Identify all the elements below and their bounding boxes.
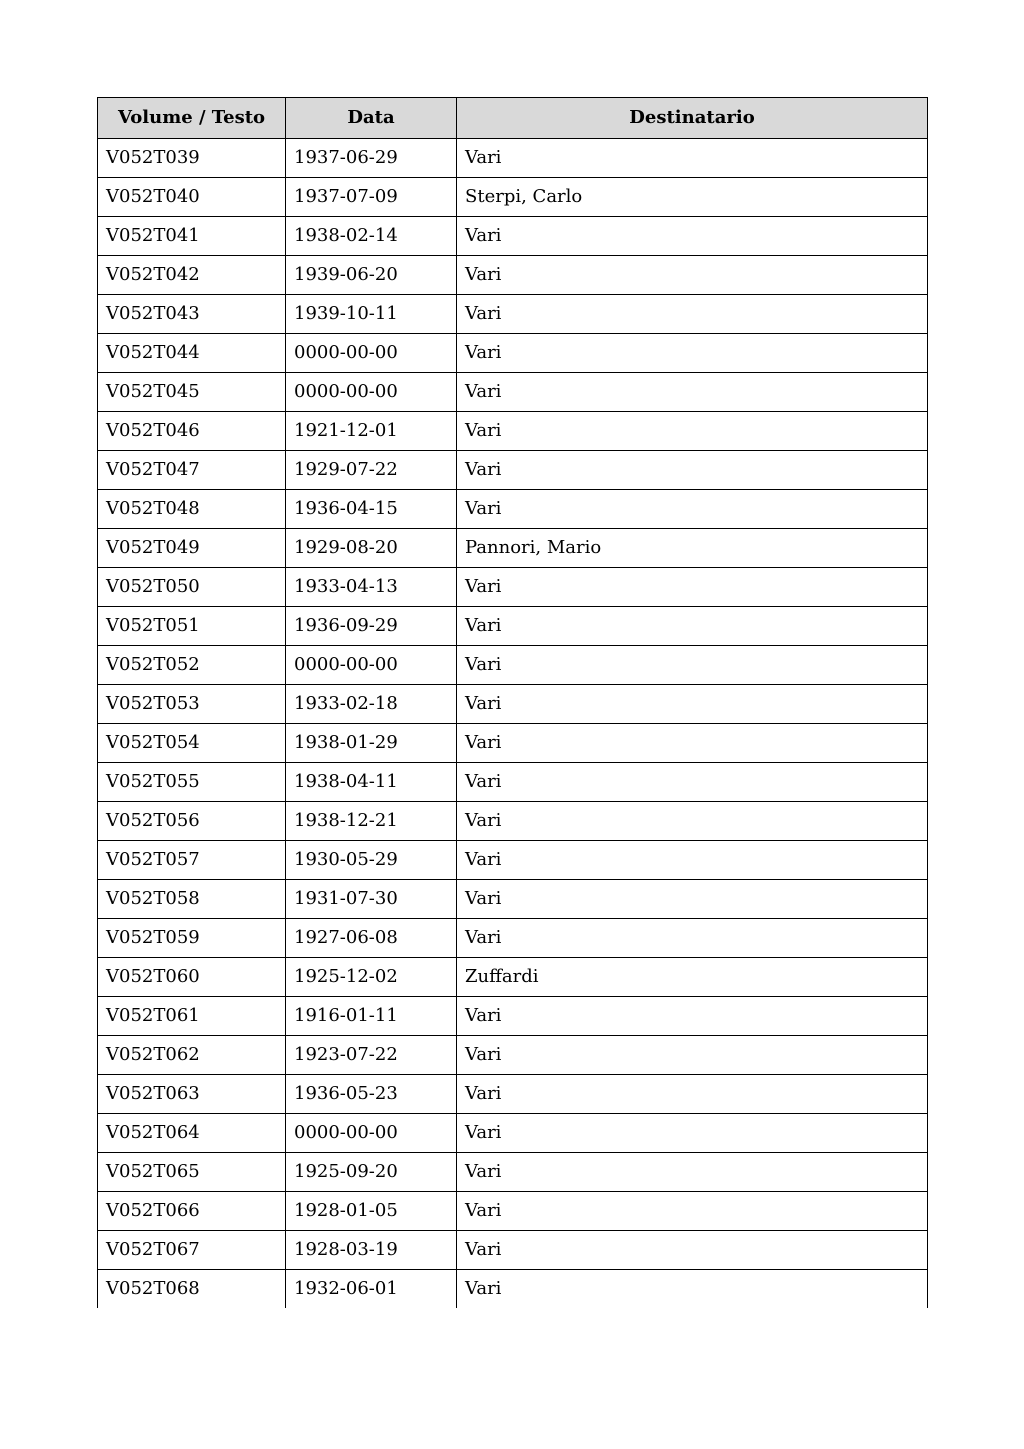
cell-destinatario: Vari bbox=[457, 295, 928, 334]
table-row bbox=[98, 919, 928, 958]
table-row bbox=[98, 373, 928, 412]
cell-destinatario: Vari bbox=[457, 490, 928, 529]
cell-data: 1929-07-22 bbox=[286, 451, 457, 490]
cell-destinatario: Zuffardi bbox=[457, 958, 928, 997]
cell-volume-testo: V052T045 bbox=[98, 373, 286, 412]
cell-volume-testo: V052T047 bbox=[98, 451, 286, 490]
cell-destinatario: Vari bbox=[457, 256, 928, 295]
cell-data: 1932-06-01 bbox=[286, 1270, 457, 1309]
cell-volume-testo: V052T064 bbox=[98, 1114, 286, 1153]
cell-destinatario: Vari bbox=[457, 1231, 928, 1270]
table-row bbox=[98, 1114, 928, 1153]
table-row bbox=[98, 1075, 928, 1114]
table-row bbox=[98, 1270, 928, 1309]
cell-destinatario: Vari bbox=[457, 217, 928, 256]
cell-volume-testo: V052T061 bbox=[98, 997, 286, 1036]
cell-data: 1930-05-29 bbox=[286, 841, 457, 880]
table-row bbox=[98, 295, 928, 334]
cell-volume-testo: V052T040 bbox=[98, 178, 286, 217]
table-row bbox=[98, 802, 928, 841]
cell-destinatario: Vari bbox=[457, 802, 928, 841]
table-row bbox=[98, 1153, 928, 1192]
cell-data: 1923-07-22 bbox=[286, 1036, 457, 1075]
table-row bbox=[98, 880, 928, 919]
table-header bbox=[98, 98, 928, 139]
cell-volume-testo: V052T067 bbox=[98, 1231, 286, 1270]
cell-data: 0000-00-00 bbox=[286, 1114, 457, 1153]
cell-data: 1929-08-20 bbox=[286, 529, 457, 568]
cell-data: 1938-01-29 bbox=[286, 724, 457, 763]
cell-volume-testo: V052T050 bbox=[98, 568, 286, 607]
cell-data: 1916-01-11 bbox=[286, 997, 457, 1036]
table-row bbox=[98, 334, 928, 373]
cell-volume-testo: V052T042 bbox=[98, 256, 286, 295]
cell-data: 1925-09-20 bbox=[286, 1153, 457, 1192]
cell-destinatario: Vari bbox=[457, 841, 928, 880]
table-row bbox=[98, 139, 928, 178]
cell-destinatario: Vari bbox=[457, 646, 928, 685]
cell-destinatario: Vari bbox=[457, 334, 928, 373]
cell-volume-testo: V052T051 bbox=[98, 607, 286, 646]
cell-destinatario: Vari bbox=[457, 763, 928, 802]
cell-volume-testo: V052T065 bbox=[98, 1153, 286, 1192]
cell-volume-testo: V052T039 bbox=[98, 139, 286, 178]
cell-data: 1937-07-09 bbox=[286, 178, 457, 217]
cell-destinatario: Vari bbox=[457, 607, 928, 646]
cell-data: 1938-12-21 bbox=[286, 802, 457, 841]
cell-volume-testo: V052T063 bbox=[98, 1075, 286, 1114]
cell-destinatario: Pannori, Mario bbox=[457, 529, 928, 568]
cell-volume-testo: V052T066 bbox=[98, 1192, 286, 1231]
table-row bbox=[98, 217, 928, 256]
cell-data: 1931-07-30 bbox=[286, 880, 457, 919]
table-row bbox=[98, 841, 928, 880]
cell-data: 1939-10-11 bbox=[286, 295, 457, 334]
cell-volume-testo: V052T060 bbox=[98, 958, 286, 997]
cell-volume-testo: V052T058 bbox=[98, 880, 286, 919]
cell-volume-testo: V052T049 bbox=[98, 529, 286, 568]
cell-destinatario: Vari bbox=[457, 919, 928, 958]
cell-volume-testo: V052T056 bbox=[98, 802, 286, 841]
cell-data: 1928-03-19 bbox=[286, 1231, 457, 1270]
cell-data: 1938-04-11 bbox=[286, 763, 457, 802]
table-body bbox=[98, 139, 928, 1309]
table-row bbox=[98, 607, 928, 646]
cell-data: 1927-06-08 bbox=[286, 919, 457, 958]
cell-data: 1937-06-29 bbox=[286, 139, 457, 178]
cell-volume-testo: V052T057 bbox=[98, 841, 286, 880]
table-row bbox=[98, 997, 928, 1036]
table-row bbox=[98, 412, 928, 451]
cell-data: 1936-09-29 bbox=[286, 607, 457, 646]
cell-destinatario: Vari bbox=[457, 1192, 928, 1231]
cell-data: 1936-05-23 bbox=[286, 1075, 457, 1114]
table-row bbox=[98, 490, 928, 529]
cell-data: 1928-01-05 bbox=[286, 1192, 457, 1231]
cell-volume-testo: V052T055 bbox=[98, 763, 286, 802]
cell-destinatario: Vari bbox=[457, 568, 928, 607]
cell-volume-testo: V052T052 bbox=[98, 646, 286, 685]
cell-destinatario: Vari bbox=[457, 373, 928, 412]
table-row bbox=[98, 1231, 928, 1270]
cell-data: 1936-04-15 bbox=[286, 490, 457, 529]
table-row bbox=[98, 529, 928, 568]
cell-destinatario: Vari bbox=[457, 880, 928, 919]
cell-data: 1925-12-02 bbox=[286, 958, 457, 997]
cell-destinatario: Vari bbox=[457, 451, 928, 490]
letters-table bbox=[97, 97, 928, 1308]
table-row bbox=[98, 1192, 928, 1231]
table-row bbox=[98, 256, 928, 295]
cell-volume-testo: V052T059 bbox=[98, 919, 286, 958]
table-row bbox=[98, 568, 928, 607]
cell-destinatario: Vari bbox=[457, 139, 928, 178]
table-row bbox=[98, 724, 928, 763]
cell-destinatario: Vari bbox=[457, 412, 928, 451]
cell-data: 1938-02-14 bbox=[286, 217, 457, 256]
cell-volume-testo: V052T041 bbox=[98, 217, 286, 256]
cell-volume-testo: V052T048 bbox=[98, 490, 286, 529]
column-header-volume-testo: Volume / Testo bbox=[98, 98, 286, 139]
table-row bbox=[98, 646, 928, 685]
cell-volume-testo: V052T054 bbox=[98, 724, 286, 763]
cell-data: 1921-12-01 bbox=[286, 412, 457, 451]
cell-destinatario: Vari bbox=[457, 1075, 928, 1114]
cell-destinatario: Vari bbox=[457, 997, 928, 1036]
cell-destinatario: Vari bbox=[457, 1036, 928, 1075]
cell-destinatario: Vari bbox=[457, 1270, 928, 1309]
cell-destinatario: Sterpi, Carlo bbox=[457, 178, 928, 217]
cell-data: 0000-00-00 bbox=[286, 373, 457, 412]
table-row bbox=[98, 451, 928, 490]
cell-data: 0000-00-00 bbox=[286, 646, 457, 685]
table-row bbox=[98, 1036, 928, 1075]
cell-volume-testo: V052T068 bbox=[98, 1270, 286, 1309]
cell-volume-testo: V052T043 bbox=[98, 295, 286, 334]
cell-destinatario: Vari bbox=[457, 1153, 928, 1192]
table-row bbox=[98, 685, 928, 724]
cell-data: 1939-06-20 bbox=[286, 256, 457, 295]
column-header-destinatario: Destinatario bbox=[457, 98, 928, 139]
cell-data: 1933-04-13 bbox=[286, 568, 457, 607]
cell-data: 0000-00-00 bbox=[286, 334, 457, 373]
cell-volume-testo: V052T053 bbox=[98, 685, 286, 724]
cell-volume-testo: V052T062 bbox=[98, 1036, 286, 1075]
table-row bbox=[98, 958, 928, 997]
column-header-data: Data bbox=[286, 98, 457, 139]
table-row bbox=[98, 763, 928, 802]
cell-destinatario: Vari bbox=[457, 685, 928, 724]
cell-volume-testo: V052T044 bbox=[98, 334, 286, 373]
cell-volume-testo: V052T046 bbox=[98, 412, 286, 451]
cell-destinatario: Vari bbox=[457, 1114, 928, 1153]
header-row bbox=[98, 98, 928, 139]
cell-data: 1933-02-18 bbox=[286, 685, 457, 724]
cell-destinatario: Vari bbox=[457, 724, 928, 763]
table-row bbox=[98, 178, 928, 217]
